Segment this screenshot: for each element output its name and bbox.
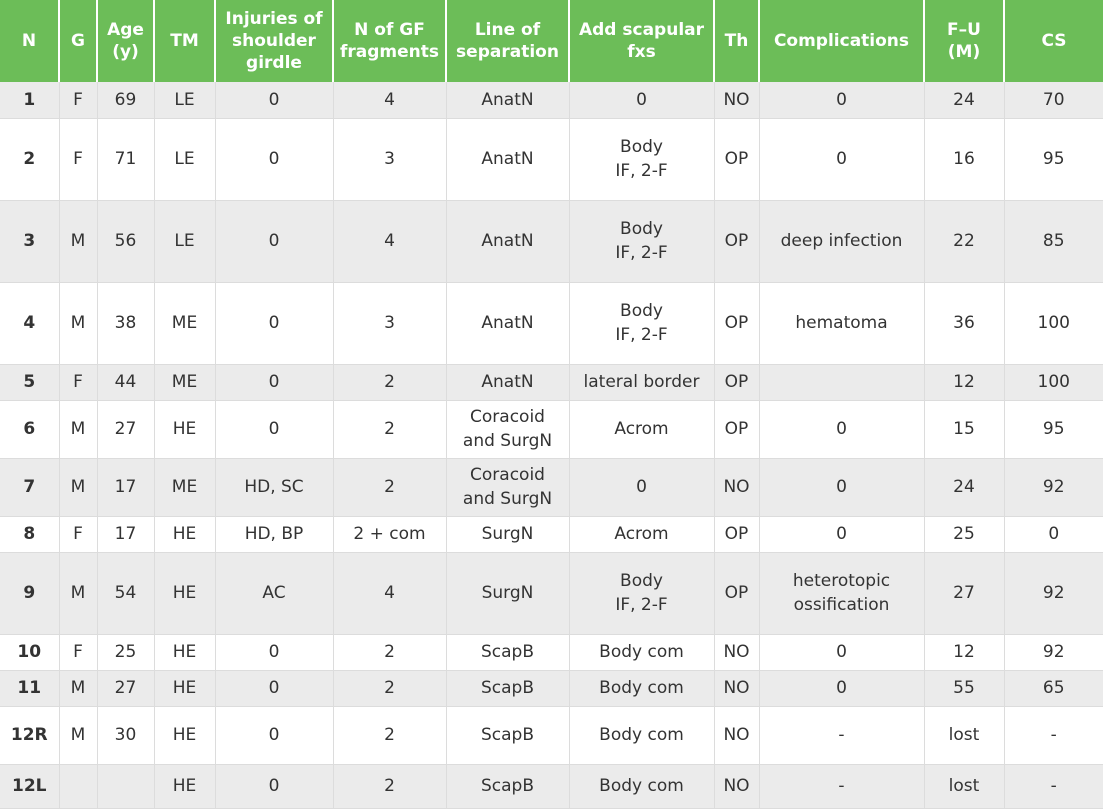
cell-age: 17	[97, 458, 154, 516]
cell-age: 71	[97, 118, 154, 200]
cell-tm: HE	[154, 670, 215, 706]
cell-fu: 36	[924, 282, 1004, 364]
cell-line	[446, 634, 569, 670]
cell-n: 9	[0, 552, 59, 634]
table-row	[0, 364, 1103, 400]
cell-frag: 4	[333, 82, 446, 118]
cell-fx	[569, 634, 714, 670]
cell-comp	[759, 764, 924, 808]
cell-th: NO	[714, 458, 759, 516]
cell-frag: 2	[333, 706, 446, 764]
cell-text: 0	[836, 149, 847, 169]
table-row	[0, 282, 1103, 364]
cell-comp	[759, 552, 924, 634]
cell-text: ossification	[793, 595, 890, 615]
cell-frag: 2	[333, 364, 446, 400]
table-row	[0, 400, 1103, 458]
cell-line	[446, 552, 569, 634]
cell-cs: 70	[1004, 82, 1103, 118]
cell-g: M	[59, 552, 97, 634]
cell-text: and SurgN	[462, 431, 553, 451]
cell-cs: 92	[1004, 634, 1103, 670]
cell-th: OP	[714, 552, 759, 634]
header-tm: TM	[154, 0, 215, 82]
cell-inj: AC	[215, 552, 333, 634]
header-th: Th	[714, 0, 759, 82]
cell-text: Body com	[599, 642, 684, 662]
cell-inj: 0	[215, 764, 333, 808]
cell-g: M	[59, 282, 97, 364]
cell-cs: 95	[1004, 118, 1103, 200]
cell-frag: 4	[333, 200, 446, 282]
cell-comp	[759, 200, 924, 282]
cell-text: AnatN	[481, 231, 534, 251]
cell-text: hematoma	[795, 313, 888, 333]
cell-n: 10	[0, 634, 59, 670]
cell-g: M	[59, 458, 97, 516]
cell-inj: 0	[215, 118, 333, 200]
cell-text: AnatN	[481, 313, 534, 333]
header-row	[0, 0, 1103, 82]
cell-n: 3	[0, 200, 59, 282]
table-row	[0, 634, 1103, 670]
header-injuries: Injuries of shoulder girdle	[215, 0, 333, 82]
cell-comp	[759, 364, 924, 400]
cell-line	[446, 706, 569, 764]
header-g: G	[59, 0, 97, 82]
cell-text: 0	[836, 477, 847, 497]
cell-text: deep infection	[780, 231, 903, 251]
cell-n: 4	[0, 282, 59, 364]
cell-text: heterotopic	[792, 571, 891, 591]
cell-cs: 100	[1004, 364, 1103, 400]
cell-age: 27	[97, 670, 154, 706]
cell-inj: HD, SC	[215, 458, 333, 516]
cell-line	[446, 670, 569, 706]
cell-fu: 12	[924, 634, 1004, 670]
cell-inj: 0	[215, 400, 333, 458]
cell-cs: 0	[1004, 516, 1103, 552]
cell-inj: 0	[215, 82, 333, 118]
cell-th: OP	[714, 400, 759, 458]
cell-text: Body com	[599, 776, 684, 796]
cell-text: ScapB	[480, 725, 534, 745]
header-age: Age (y)	[97, 0, 154, 82]
cell-n: 8	[0, 516, 59, 552]
cell-text: Coracoid	[470, 407, 545, 427]
cell-age: 27	[97, 400, 154, 458]
cell-comp	[759, 118, 924, 200]
table-row	[0, 670, 1103, 706]
cell-g: M	[59, 400, 97, 458]
cell-age: 25	[97, 634, 154, 670]
cell-text: ScapB	[480, 678, 534, 698]
header-n: N	[0, 0, 59, 82]
cell-line	[446, 282, 569, 364]
cell-th: OP	[714, 118, 759, 200]
cell-g: F	[59, 82, 97, 118]
cell-text: Coracoid	[470, 465, 545, 485]
cell-th: NO	[714, 634, 759, 670]
cell-inj: 0	[215, 282, 333, 364]
cell-age: 17	[97, 516, 154, 552]
table-row	[0, 458, 1103, 516]
cell-th: NO	[714, 706, 759, 764]
table-row	[0, 118, 1103, 200]
cell-text: AnatN	[481, 149, 534, 169]
cell-cs: 100	[1004, 282, 1103, 364]
cell-th: OP	[714, 516, 759, 552]
cell-fx	[569, 552, 714, 634]
cell-fu: 55	[924, 670, 1004, 706]
cell-text: Body	[620, 301, 663, 321]
cell-frag: 2	[333, 670, 446, 706]
cell-tm: HE	[154, 400, 215, 458]
cell-text: -	[838, 776, 845, 796]
table-row	[0, 706, 1103, 764]
cell-text: Body com	[599, 678, 684, 698]
cell-text: and SurgN	[462, 489, 553, 509]
cell-cs: 92	[1004, 458, 1103, 516]
cell-fx	[569, 118, 714, 200]
cell-comp	[759, 282, 924, 364]
cell-fu: 27	[924, 552, 1004, 634]
cell-inj: 0	[215, 200, 333, 282]
table-row	[0, 82, 1103, 118]
cell-tm: ME	[154, 364, 215, 400]
cell-th: NO	[714, 764, 759, 808]
cell-age: 69	[97, 82, 154, 118]
cell-g: F	[59, 118, 97, 200]
cell-text: 0	[636, 89, 647, 110]
cell-fu: 25	[924, 516, 1004, 552]
cell-th: OP	[714, 364, 759, 400]
cell-th: NO	[714, 82, 759, 118]
cell-inj: 0	[215, 364, 333, 400]
cell-th: NO	[714, 670, 759, 706]
cell-n: 11	[0, 670, 59, 706]
cell-tm: ME	[154, 458, 215, 516]
header-fu: F–U (M)	[924, 0, 1004, 82]
cell-text: SurgN	[481, 524, 534, 544]
table-row	[0, 764, 1103, 808]
cell-g: M	[59, 670, 97, 706]
cell-age: 30	[97, 706, 154, 764]
cell-comp	[759, 400, 924, 458]
cell-comp	[759, 82, 924, 118]
cell-cs: 95	[1004, 400, 1103, 458]
cell-g: F	[59, 516, 97, 552]
cell-fx	[569, 400, 714, 458]
cell-age: 54	[97, 552, 154, 634]
cell-n: 5	[0, 364, 59, 400]
cell-text: Acrom	[614, 524, 669, 544]
cell-fu: 15	[924, 400, 1004, 458]
cell-fu: 24	[924, 458, 1004, 516]
cell-g: F	[59, 634, 97, 670]
cell-comp	[759, 634, 924, 670]
cell-fx	[569, 282, 714, 364]
cell-fx	[569, 516, 714, 552]
cell-fx	[569, 670, 714, 706]
cell-cs: 85	[1004, 200, 1103, 282]
cell-fx	[569, 82, 714, 118]
cell-frag: 2	[333, 400, 446, 458]
table-row	[0, 516, 1103, 552]
cell-tm: HE	[154, 552, 215, 634]
cell-th: OP	[714, 282, 759, 364]
cell-text: AnatN	[481, 89, 534, 110]
cell-n: 6	[0, 400, 59, 458]
cell-line	[446, 200, 569, 282]
cell-fu: 22	[924, 200, 1004, 282]
cell-comp	[759, 458, 924, 516]
header-cs: CS	[1004, 0, 1103, 82]
cell-tm: HE	[154, 706, 215, 764]
cell-fu: lost	[924, 764, 1004, 808]
cell-n: 7	[0, 458, 59, 516]
cell-text: 0	[836, 524, 847, 544]
cell-tm: HE	[154, 634, 215, 670]
cell-cs: -	[1004, 706, 1103, 764]
cell-text: ScapB	[480, 776, 534, 796]
cell-line	[446, 364, 569, 400]
cell-text: Body	[620, 137, 663, 157]
cell-line	[446, 82, 569, 118]
cell-text: -	[838, 725, 845, 745]
cell-text: IF, 2-F	[615, 325, 668, 345]
cell-tm: HE	[154, 764, 215, 808]
cell-fu: lost	[924, 706, 1004, 764]
cell-g: F	[59, 364, 97, 400]
cell-text: 0	[836, 678, 847, 698]
cell-frag: 3	[333, 282, 446, 364]
cell-frag: 2	[333, 764, 446, 808]
cell-frag: 2	[333, 634, 446, 670]
header-complications: Complications	[759, 0, 924, 82]
cell-comp	[759, 516, 924, 552]
cell-age: 38	[97, 282, 154, 364]
cell-text: 0	[836, 642, 847, 662]
cell-text: IF, 2-F	[615, 161, 668, 181]
cell-g: M	[59, 200, 97, 282]
cell-cs: 65	[1004, 670, 1103, 706]
cell-text: Body	[620, 571, 663, 591]
cell-fx	[569, 200, 714, 282]
cell-cs: 92	[1004, 552, 1103, 634]
table-row	[0, 200, 1103, 282]
header-fragments: N of GF fragments	[333, 0, 446, 82]
cell-inj: 0	[215, 670, 333, 706]
cell-text: Body com	[599, 725, 684, 745]
cell-tm: HE	[154, 516, 215, 552]
cell-line	[446, 764, 569, 808]
cell-th: OP	[714, 200, 759, 282]
cell-fx	[569, 458, 714, 516]
cell-text: Body	[620, 219, 663, 239]
cell-text: ScapB	[480, 642, 534, 662]
cell-text: 0	[836, 419, 847, 439]
cell-fx	[569, 764, 714, 808]
cell-age: 44	[97, 364, 154, 400]
cell-tm: LE	[154, 200, 215, 282]
cell-line	[446, 516, 569, 552]
cell-fu: 16	[924, 118, 1004, 200]
cell-g	[59, 764, 97, 808]
cell-text: lateral border	[583, 372, 700, 392]
cell-comp	[759, 670, 924, 706]
cell-frag: 4	[333, 552, 446, 634]
cell-n: 2	[0, 118, 59, 200]
cell-text: IF, 2-F	[615, 243, 668, 263]
cell-inj: HD, BP	[215, 516, 333, 552]
cell-inj: 0	[215, 634, 333, 670]
cell-n: 1	[0, 82, 59, 118]
cell-text: AnatN	[481, 372, 534, 392]
cell-frag: 3	[333, 118, 446, 200]
cell-line	[446, 118, 569, 200]
cell-n: 12R	[0, 706, 59, 764]
cell-comp	[759, 706, 924, 764]
cell-fx	[569, 364, 714, 400]
cell-text: IF, 2-F	[615, 595, 668, 615]
cell-tm: LE	[154, 118, 215, 200]
cell-fx	[569, 706, 714, 764]
cell-fu: 12	[924, 364, 1004, 400]
cell-n: 12L	[0, 764, 59, 808]
cell-line	[446, 458, 569, 516]
cell-frag: 2 + com	[333, 516, 446, 552]
cell-frag: 2	[333, 458, 446, 516]
table-row	[0, 552, 1103, 634]
cell-fu: 24	[924, 82, 1004, 118]
cell-line	[446, 400, 569, 458]
cell-tm: LE	[154, 82, 215, 118]
cell-text: 0	[636, 477, 647, 497]
header-line: Line of separation	[446, 0, 569, 82]
cell-cs: -	[1004, 764, 1103, 808]
cell-inj: 0	[215, 706, 333, 764]
cell-text: Acrom	[614, 419, 669, 439]
header-fxs: Add scapular fxs	[569, 0, 714, 82]
cell-age	[97, 764, 154, 808]
cell-g: M	[59, 706, 97, 764]
cell-text: SurgN	[481, 583, 534, 603]
cell-age: 56	[97, 200, 154, 282]
cell-tm: ME	[154, 282, 215, 364]
cell-text: 0	[836, 89, 847, 110]
